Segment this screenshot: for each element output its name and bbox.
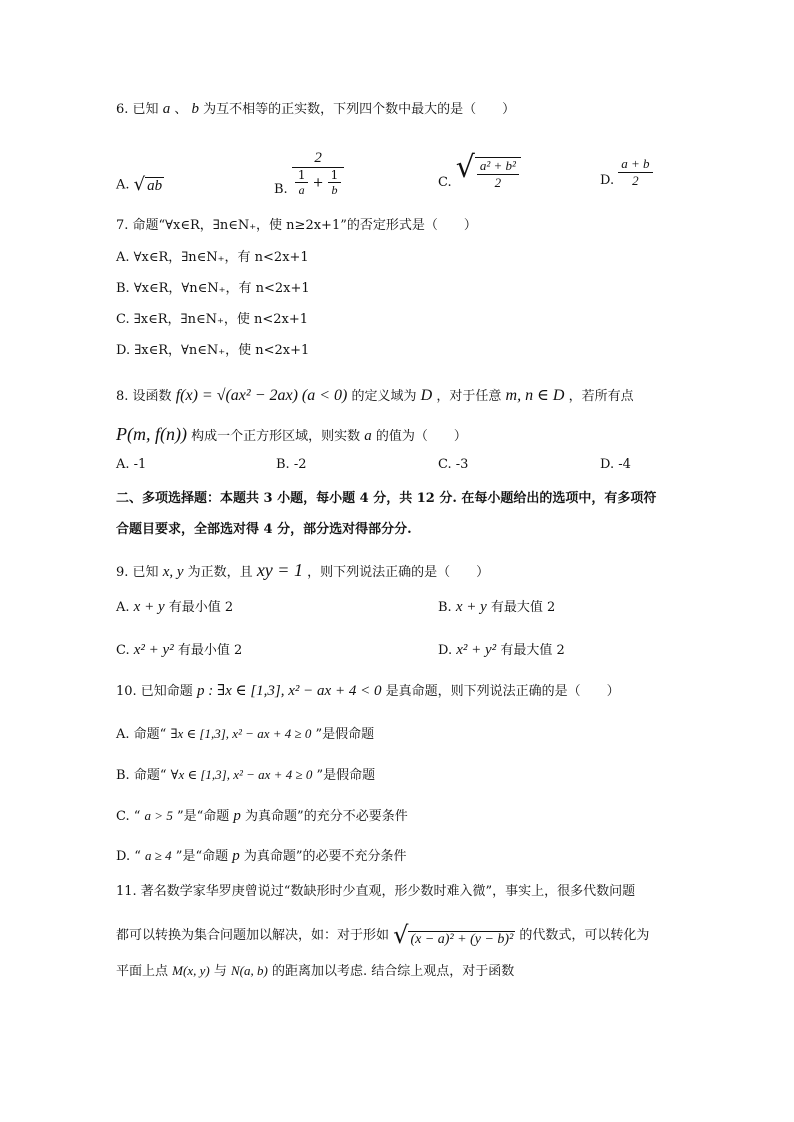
q11-line1: 11. 著名数学家华罗庚曾说过“数缺形时少直观，形少数时难入微”，事实上，很多代数问题 [116,884,636,899]
q11-line3-mid: 与 [213,964,227,979]
q10-option-b [116,767,375,784]
q8-line1 [116,386,634,405]
q9-xy: x, y [162,564,184,580]
q11-sqrt-expr: (x − a)² + (y − b)² [410,932,514,947]
q9-option-a-text: 有最小值 2 [168,600,234,615]
q6-sep: 、 [174,102,188,117]
q6-stem-suffix: 为互不相等的正实数，下列四个数中最大的是（ ） [203,102,516,117]
q11-line2-prefix: 都可以转换为集合问题加以解决，如：对于形如 [116,927,390,943]
q8-function: f(x) = √(ax² − 2ax) (a < 0) [175,387,348,404]
q10-option-a [116,726,374,743]
q10-option-c-mid: ”是“命题 [176,809,230,824]
q8-line2-suffix: 的值为（ ） [375,429,467,444]
q6-option-a-label: A. [116,177,130,193]
q10-option-d-suffix: 为真命题”的必要不充分条件 [243,849,407,864]
q9-suffix: ，则下列说法正确的是（ ） [307,565,490,580]
q8-mid: 的定义域为 [351,389,417,404]
q7-option-a: A. ∀x∈R，∃n∈N₊，有 n<2x+1 [116,250,309,265]
q7-option-c: C. ∃x∈R，∃n∈N₊，使 n<2x+1 [116,312,308,327]
q8-prefix: 8. 设函数 [116,389,172,404]
q9-option-d-expr: x² + y² [456,642,497,658]
q6-option-c-num: a² + b² [477,158,519,175]
q7-stem: 7. 命题“∀x∈R，∃n∈N₊，使 n≥2x+1”的否定形式是（ ） [116,218,477,233]
q10-option-c-suffix: 为真命题”的充分不必要条件 [245,809,408,824]
q9-option-d-label: D. [438,643,453,658]
q10-option-a-suffix: ”是假命题 [315,727,375,742]
q6-option-c-label: C. [438,174,452,190]
q9-option-b [438,598,555,616]
q6-option-c-sqrt: √ $\frac{\text{a² + b²}}{2}$ [456,150,521,190]
q10-suffix: 是真命题，则下列说法正确的是（ ） [385,684,620,699]
q6-option-a-expr: ab [147,178,163,194]
q9-option-a-expr: x + y [133,599,165,615]
q8-point: P(m, f(n)) [116,424,187,444]
q9-mid: 为正数，且 [187,565,253,580]
q6-option-b-one-a: 1 [295,168,309,183]
q9-option-c-text: 有最小值 2 [177,643,243,658]
q11-line3-suffix: 的距离加以考虑. 结合综上观点，对于函数 [271,964,515,979]
q10-option-b-expr: ∀x ∈ [1,3], x² − ax + 4 ≥ 0 [170,767,313,782]
q6-option-b-den-a: a [298,183,305,198]
section2-line1: 二、多项选择题：本题共 3 小题，每小题 4 分，共 12 分. 在每小题给出的选项中，有多项符 [116,491,657,506]
q9-stem [116,560,489,582]
q11-line3 [116,963,514,980]
q10-option-d-expr: a ≥ 4 [145,848,172,863]
q6-option-c-den: 2 [494,174,502,190]
q10-prefix: 10. 已知命题 [116,684,193,699]
q7-option-b: B. ∀x∈R，∀n∈N₊，有 n<2x+1 [116,281,310,296]
q8-option-c: C. -3 [438,457,469,472]
q10-option-b-label: B. 命题“ [116,768,167,783]
q9-option-d-text: 有最大值 2 [500,643,565,658]
q6-option-c-frac [475,157,521,190]
q11-line2-suffix: 的代数式，可以转化为 [519,927,650,943]
q10-option-b-suffix: ”是假命题 [316,768,376,783]
q9-prefix: 9. 已知 [116,565,159,580]
q8-option-b: B. -2 [276,457,307,472]
q6-var-b: b [191,101,199,117]
q11-line3-prefix: 平面上点 [116,964,169,979]
q9-option-c [116,641,242,659]
q8-option-d: D. -4 [600,457,631,472]
q9-option-b-expr: x + y [455,599,487,615]
q8-option-a: A. -1 [116,457,147,472]
q10-option-d-p: p [232,848,240,864]
q6-stem [116,100,515,118]
q8-line2 [116,424,467,446]
q10-option-c-p: p [233,808,241,824]
q10-option-d [116,847,407,865]
q9-condition: xy = 1 [256,560,303,580]
q10-proposition: p : ∃x ∈ [1,3], x² − ax + 4 < 0 [196,683,382,699]
q9-option-a [116,598,233,616]
q11-line2 [116,921,649,950]
q11-point-m: M(x, y) [172,963,210,978]
q6-option-b-label: B. [274,182,288,197]
q10-option-c [116,807,408,825]
q8-mid2: ，对于任意 [436,389,502,404]
q6-option-b-frac-b [328,168,342,198]
q8-var-a: a [364,428,372,444]
q6-option-b-one-b: 1 [328,168,342,183]
q9-option-c-label: C. [116,643,130,658]
q9-option-c-expr: x² + y² [133,642,174,658]
q6-option-b-den [292,168,344,198]
q11-point-n: N(a, b) [230,963,268,978]
q10-option-d-label: D. “ [116,849,141,864]
q6-option-d-num: a + b [618,156,652,173]
q8-line2-mid: 构成一个正方形区域，则实数 [191,429,361,444]
q9-option-b-text: 有最大值 2 [490,600,556,615]
q6-option-b-num: 2 [292,149,344,168]
q9-option-a-label: A. [116,600,130,615]
q10-option-c-expr: a > 5 [144,808,173,823]
q6-option-b-frac [292,149,344,198]
q10-stem [116,682,620,700]
q10-option-c-label: C. “ [116,809,141,824]
q10-option-a-expr: ∃x ∈ [1,3], x² − ax + 4 ≥ 0 [170,726,312,741]
q9-option-d [438,641,565,659]
q10-option-d-mid: ”是“命题 [175,849,229,864]
q8-domain-d: D [420,387,433,404]
q6-option-d-frac [618,156,652,188]
q6-option-c [438,150,521,190]
q6-option-a-sqrt: √ ab [133,174,163,195]
q10-option-a-label: A. 命题“ [116,727,167,742]
q6-option-b [274,136,344,198]
q6-option-d-label: D. [600,172,615,188]
q6-option-d [600,156,653,188]
q9-option-b-label: B. [438,600,452,615]
q6-option-a [116,174,164,196]
q6-option-b-den-b: b [331,183,338,198]
q6-var-a: a [162,101,171,117]
q8-mn: m, n ∈ D [505,387,565,404]
q11-sqrt: √ (x − a)² + (y − b)² [393,921,514,949]
q6-option-b-plus: + [312,175,324,191]
q6-stem-prefix: 6. 已知 [116,102,159,117]
q6-option-d-den: 2 [632,172,639,188]
q7-option-d: D. ∃x∈R，∀n∈N₊，使 n<2x+1 [116,343,310,358]
section2-line2: 合题目要求，全部选对得 4 分，部分选对得部分分. [116,522,412,537]
q6-option-b-frac-a [295,168,309,198]
q8-suffix: ，若所有点 [568,389,634,404]
